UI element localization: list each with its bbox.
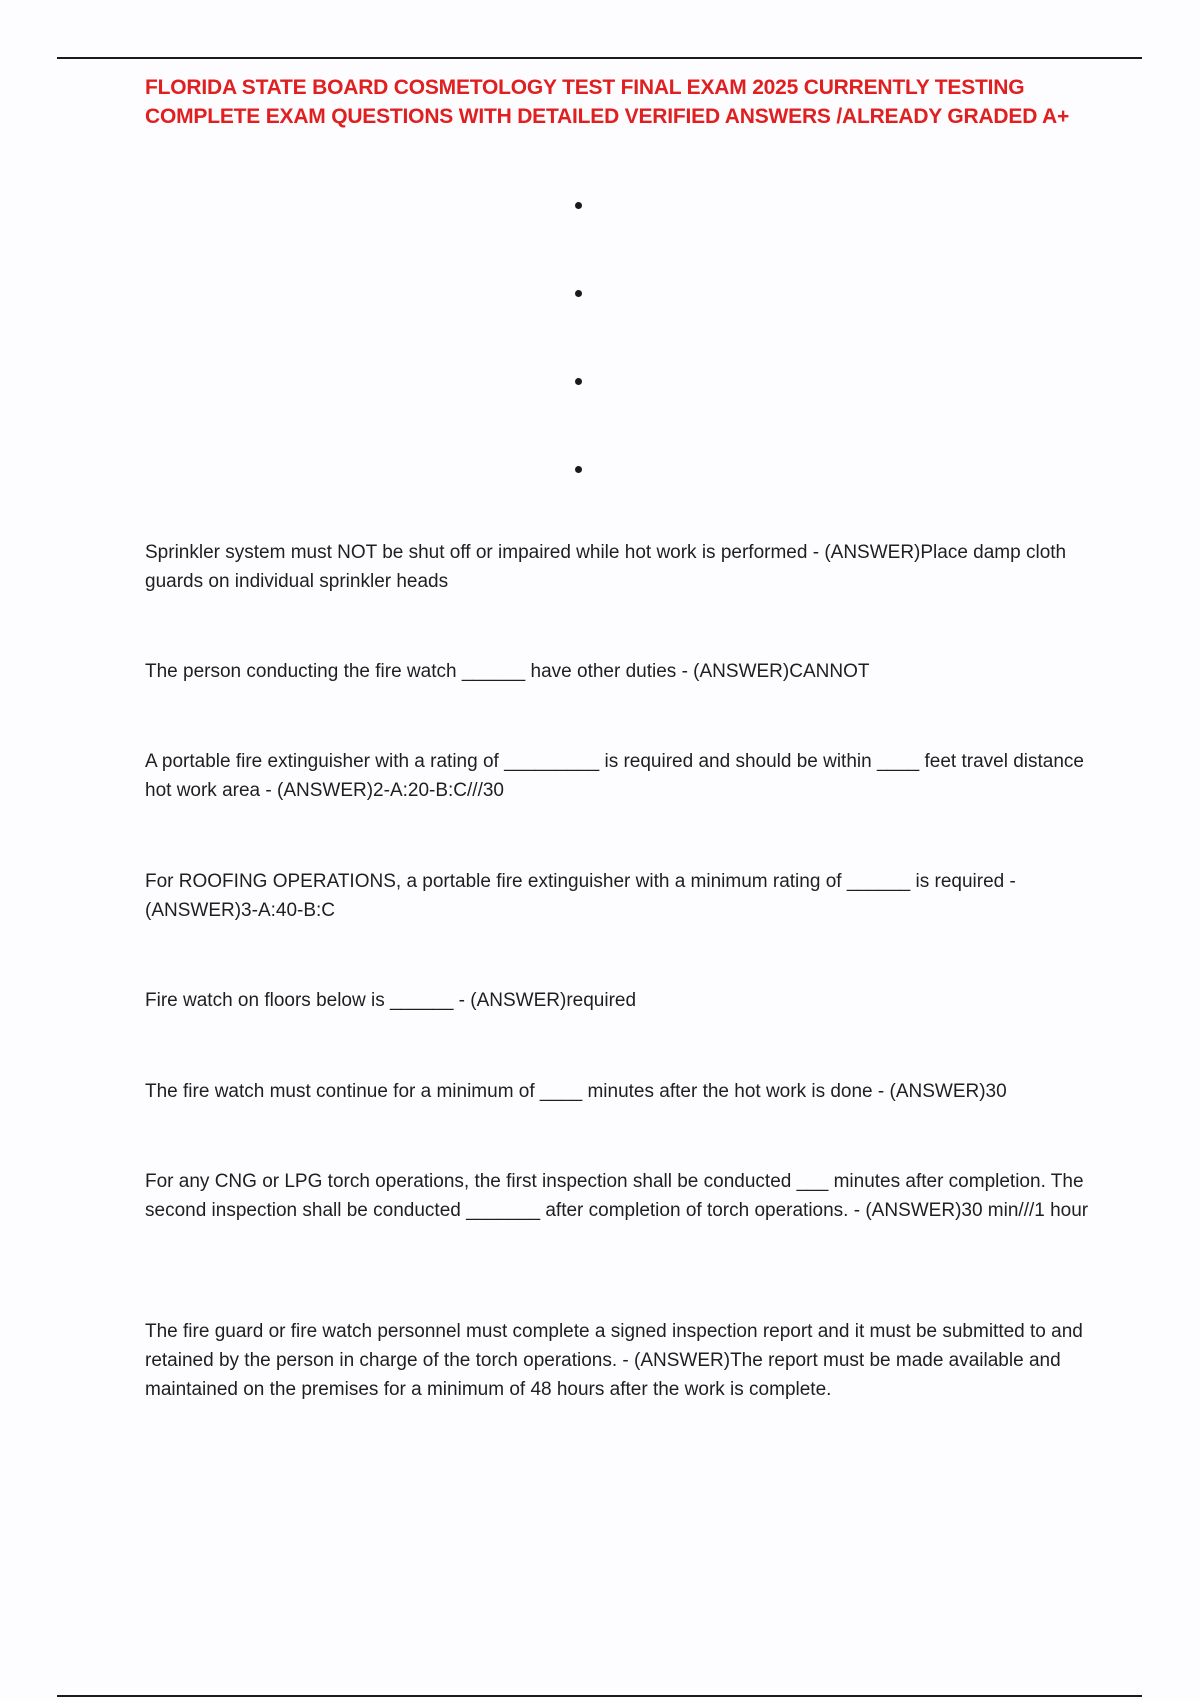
bullet-point bbox=[575, 366, 595, 454]
qa-entry-extinguisher-rating: A portable fire extinguisher with a rating of _________ is required and should be within ____ feet travel distance hot work area - (ANSWER)2-A:20-B:C///30 bbox=[145, 751, 1084, 801]
bullet-point bbox=[575, 190, 595, 278]
qa-entry-torch-inspection: For any CNG or LPG torch operations, the first inspection shall be conducted ___ minutes after completion. The second inspection shall be conducted _______ after completion of torch operations. - (ANSWER)30 min///1 hour bbox=[145, 1171, 1089, 1221]
bullet-list bbox=[575, 190, 595, 542]
footer-rule bbox=[57, 1695, 1142, 1697]
qa-entry-fire-watch-duration: The fire watch must continue for a minimum of ____ minutes after the hot work is done - (ANSWER)30 bbox=[145, 1081, 1007, 1102]
qa-entry-inspection-report: The fire guard or fire watch personnel must complete a signed inspection report and it must be submitted to and retained by the person in charge of the torch operations. - (ANSWER)The report must be made available and maintained on the premises for a minimum of 48 hours after the work is complete. bbox=[145, 1321, 1083, 1400]
qa-entry-floors-below: Fire watch on floors below is ______ - (ANSWER)required bbox=[145, 990, 637, 1011]
bullet-point bbox=[575, 278, 595, 366]
qa-entry-sprinkler: Sprinkler system must NOT be shut off or impaired while hot work is performed - (ANSWER)Place damp cloth guards on individual sprinkler heads bbox=[145, 542, 1067, 592]
header-rule bbox=[57, 57, 1142, 59]
qa-entry-fire-watch-duties: The person conducting the fire watch ______ have other duties - (ANSWER)CANNOT bbox=[145, 661, 870, 682]
bullet-point bbox=[575, 454, 595, 542]
qa-entry-roofing-operations: For ROOFING OPERATIONS, a portable fire extinguisher with a minimum rating of ______ is required - (ANSWER)3-A:40-B:C bbox=[145, 871, 1016, 921]
document-title: FLORIDA STATE BOARD COSMETOLOGY TEST FINAL EXAM 2025 CURRENTLY TESTING COMPLETE EXAM QUESTIONS WITH DETAILED VERIFIED ANSWERS /ALREADY GRADED A+ bbox=[145, 76, 1070, 128]
